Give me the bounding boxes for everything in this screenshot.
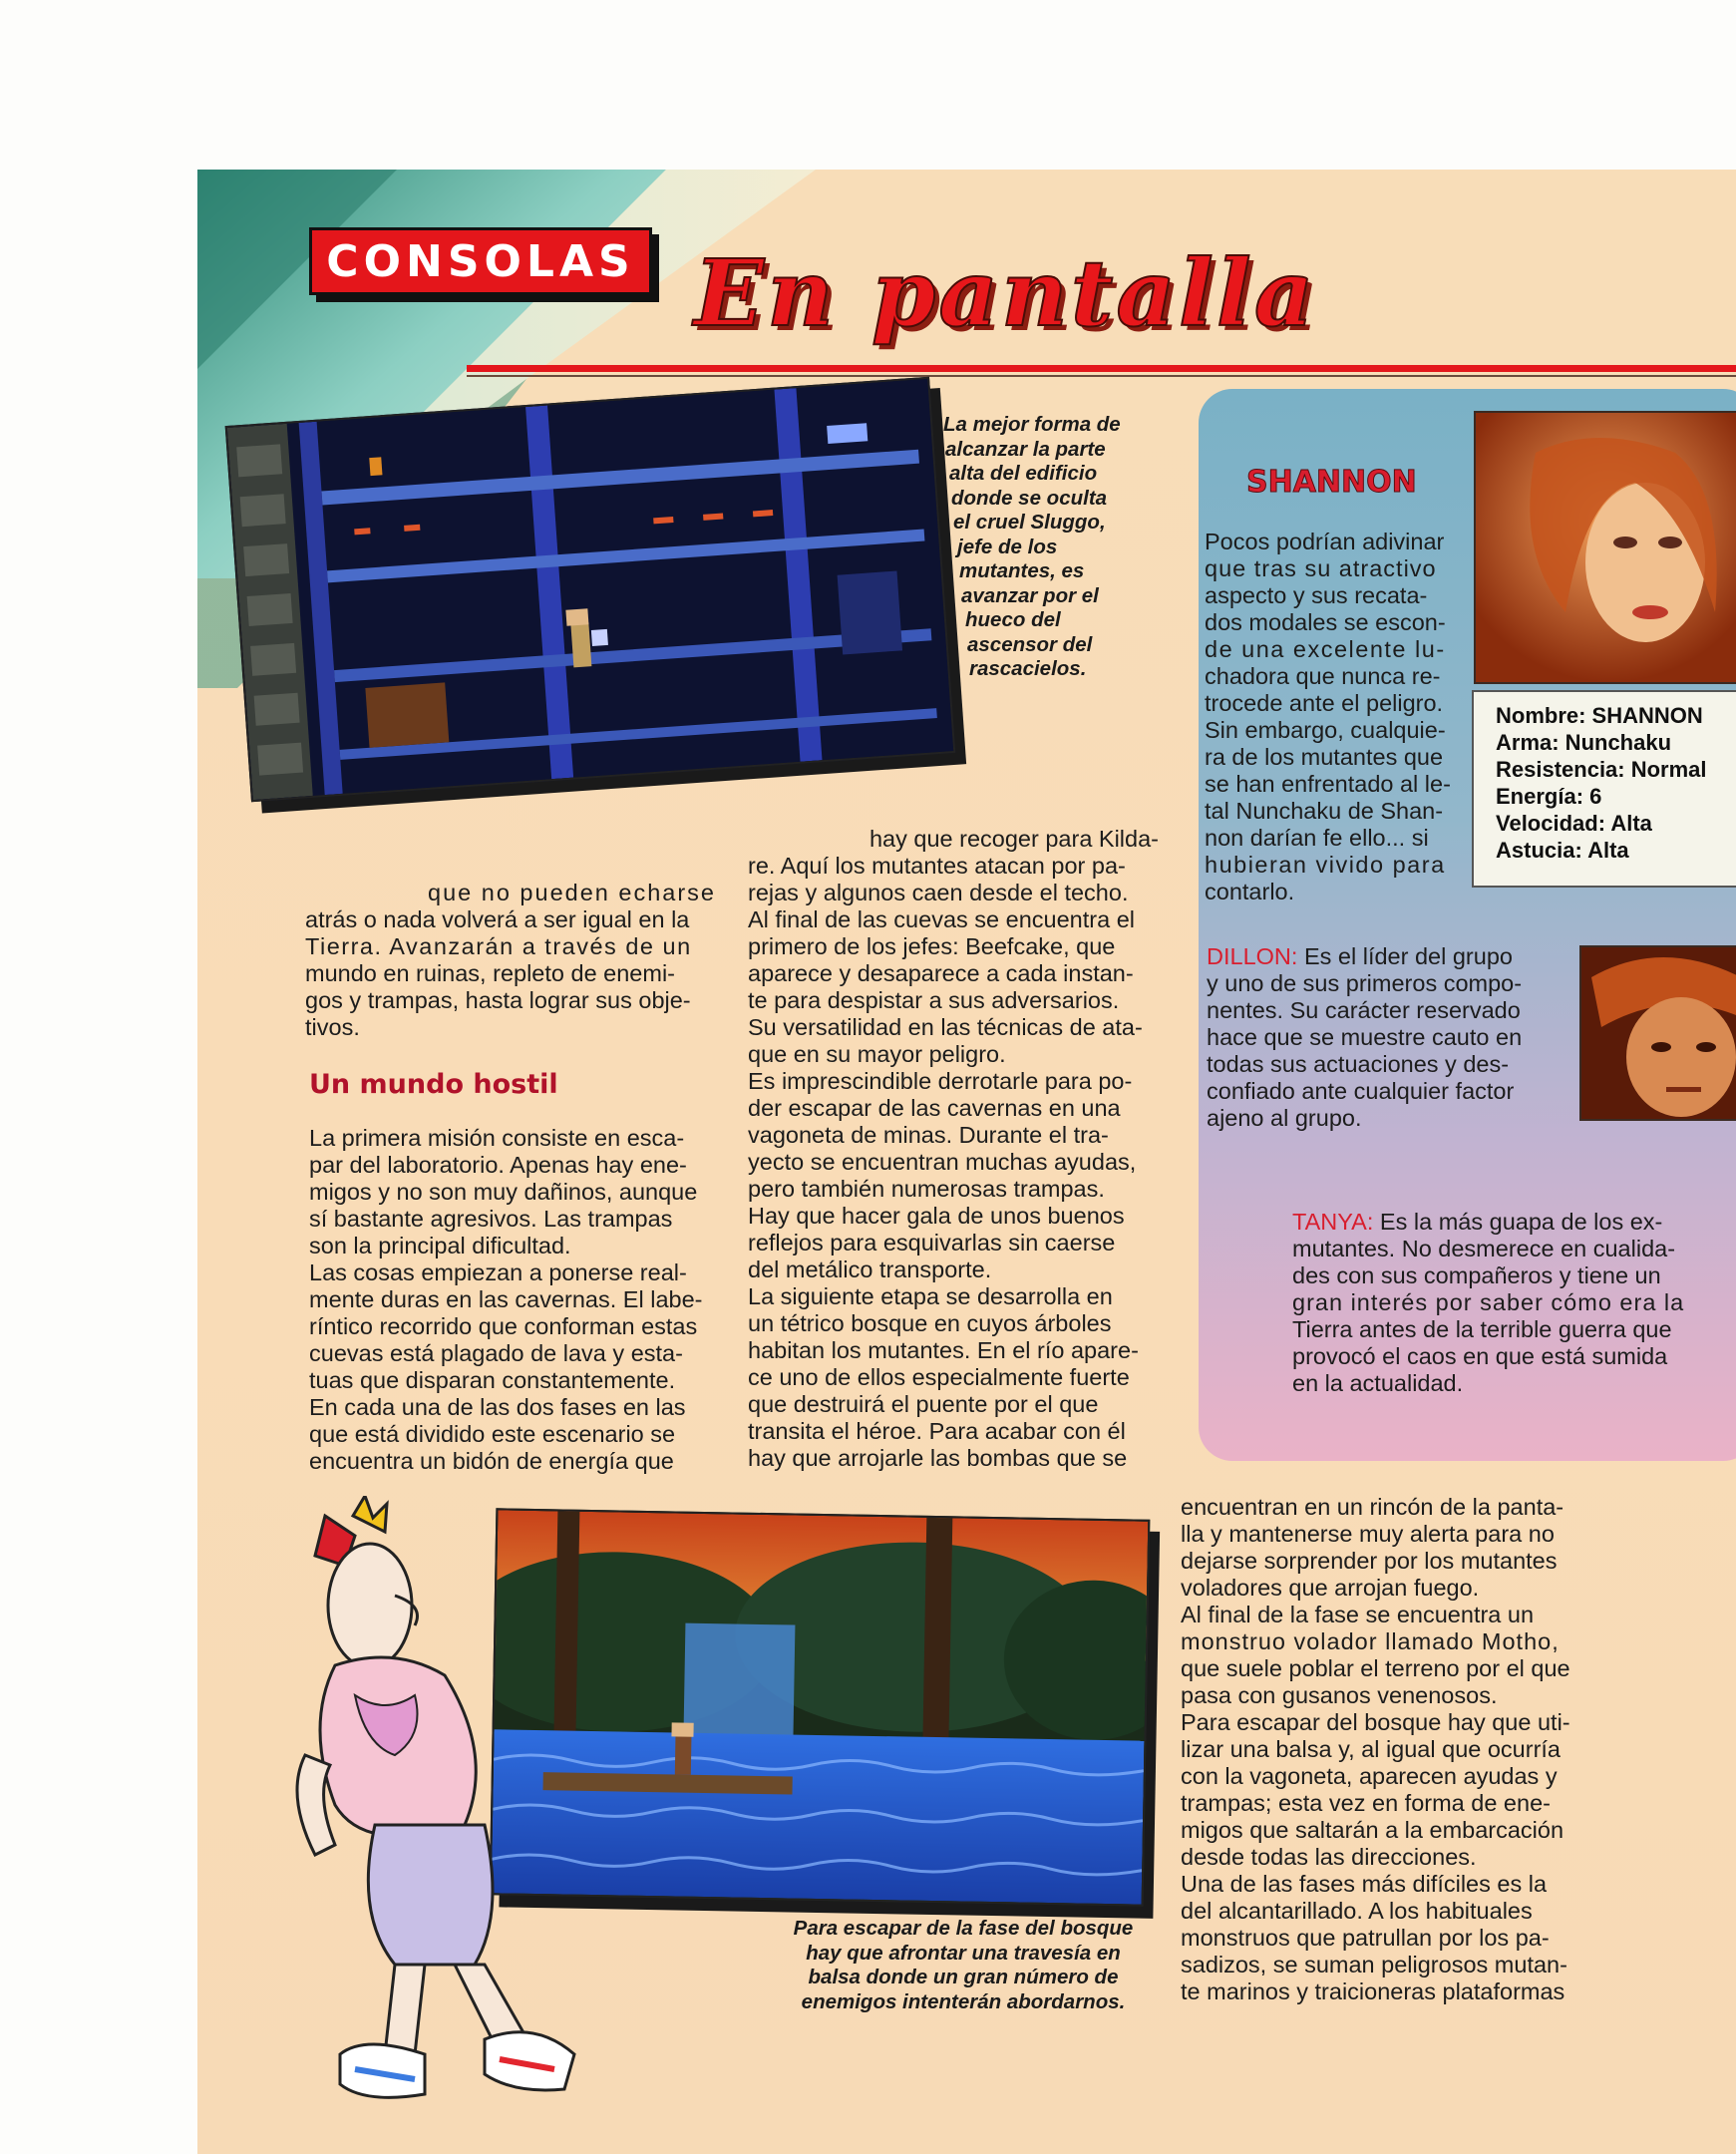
dillon-portrait [1579,945,1736,1121]
title-rule [467,365,1736,372]
article-col1-bottom: La primera misión consiste en esca- par del laboratorio. Apenas hay ene- migos y no son muy dañinos, aunque sí bastante agresivos. Las trampas son la principal dificultad. Las cosas empiezan a ponerse real- mente duras en las cavernas. El labe- ríntico recorrido que conforman estas cuevas está plagado de lava y esta- tuas que disparan constantemente. En cada una de las dos fases en las que está dividido este escenario se encuentra un bidón de energía que [309,1125,703,1474]
shannon-face [1476,413,1736,682]
dillon-name: DILLON: [1207,943,1298,969]
subhead-mundo-hostil: Un mundo hostil [309,1069,558,1100]
shannon-portrait [1474,411,1736,684]
article-col3: encuentran en un rincón de la panta- lla y mantenerse muy alerta para no dejarse sorprender por los mutantes voladores que arrojan fuego. Al final de la fase se encuentra un monstruo volador llamado Motho, que suele poblar el terreno por el que pasa con gusanos venenosos. Para escapar del bosque hay que uti- lizar una balsa y, al igual que ocurría con la vagoneta, aparecen ayudas y trampas; esta vez en forma de ene- migos que saltarán a la embarcación desde todas las direcciones. Una de las fases más difíciles es la del alcantarillado. A los habituales monstruos que patrullan por los pa- sadizos, se suman peligrosos mutan- te marinos y traicioneras plataformas [1181,1494,1570,2004]
page-title: En pantalla [694,239,1317,347]
magazine-page [197,170,1736,2154]
caption-top: La mejor forma de alcanzar la parte alta del edificio donde se oculta el cruel Sluggo, jefe de los mutantes, es avanzar por el hueco del ascensor del rascacielos. [943,413,1121,680]
dillon-face [1581,947,1736,1119]
tanya-bio: TANYA: Es la más guapa de los ex- mutantes. No desmerece en cualida- des con sus compañeros y tiene un gran interés por saber cómo era la Tierra antes de la terrible guerra que provocó el caos en que está sumida en la actualidad. [1292,1209,1685,1396]
article-col2: hay que recoger para Kilda- re. Aquí los mutantes atacan por pa- rejas y algunos caen desde el techo. Al final de las cuevas se encuentra el primero de los jefes: Beefcake, que aparece y desaparece a cada instan- te para despistar a sus adversarios. Su versatilidad en las técnicas de ata- que en su mayor peligro. Es imprescindible derrotarle para po- der escapar de las cavernas en una vagoneta de minas. Durante el tra- yecto se encuentran muchas ayudas, pero también numerosas trampas. Hay que hacer gala de unos buenos reflejos para esquivarlas sin caerse del metálico transporte. La siguiente etapa se desarrolla en un tétrico bosque en cuyos árboles habitan los mutantes. En el río apare- ce uno de ellos especialmente fuerte que destruirá el puente por el que transita el héroe. Para acabar con él hay que arrojarle las bombas que se [748,826,1159,1471]
article-col1-top: que no pueden echarse atrás o nada volverá a ser igual en la Tierra. Avanzarán a través de un mundo en ruinas, repleto de enemi- gos y trampas, hasta lograr sus obje- tivos. [305,880,716,1040]
section-label: CONSOLAS [309,227,652,295]
cartoon-mascot-illustration [245,1496,664,2134]
screenshot-skyscraper [225,377,956,802]
tanya-name: TANYA: [1292,1209,1374,1235]
dillon-bio: DILLON: Es el líder del grupo y uno de sus primeros compo- nentes. Su carácter reservado hace que se muestre cauto en todas sus actuaciones y des- confiado ante cualquier factor ajeno al grupo. [1207,943,1523,1131]
caption-bottom: Para escapar de la fase del bosque hay que afrontar una travesía en balsa donde un gran número de enemigos intenterán abordarnos. [793,1917,1134,2013]
skyscraper-scene [227,379,953,800]
shannon-bio: Pocos podrían adivinar que tras su atractivo aspecto y sus recata- dos modales se escon- de una excelente lu- chadora que nunca re- trocede ante el peligro. Sin embargo, cualquie- ra de los mutantes que se han enfrentado al le- tal Nunchaku de Shan- non darían fe ello... si hubieran vivido para contarlo. [1205,529,1451,904]
title-rule-shadow [467,375,1736,377]
shannon-heading: SHANNON [1246,465,1417,500]
shannon-stats: Nombre: SHANNON Arma: Nunchaku Resistencia: Normal Energía: 6 Velocidad: Alta Astucia: Alta [1472,690,1736,888]
